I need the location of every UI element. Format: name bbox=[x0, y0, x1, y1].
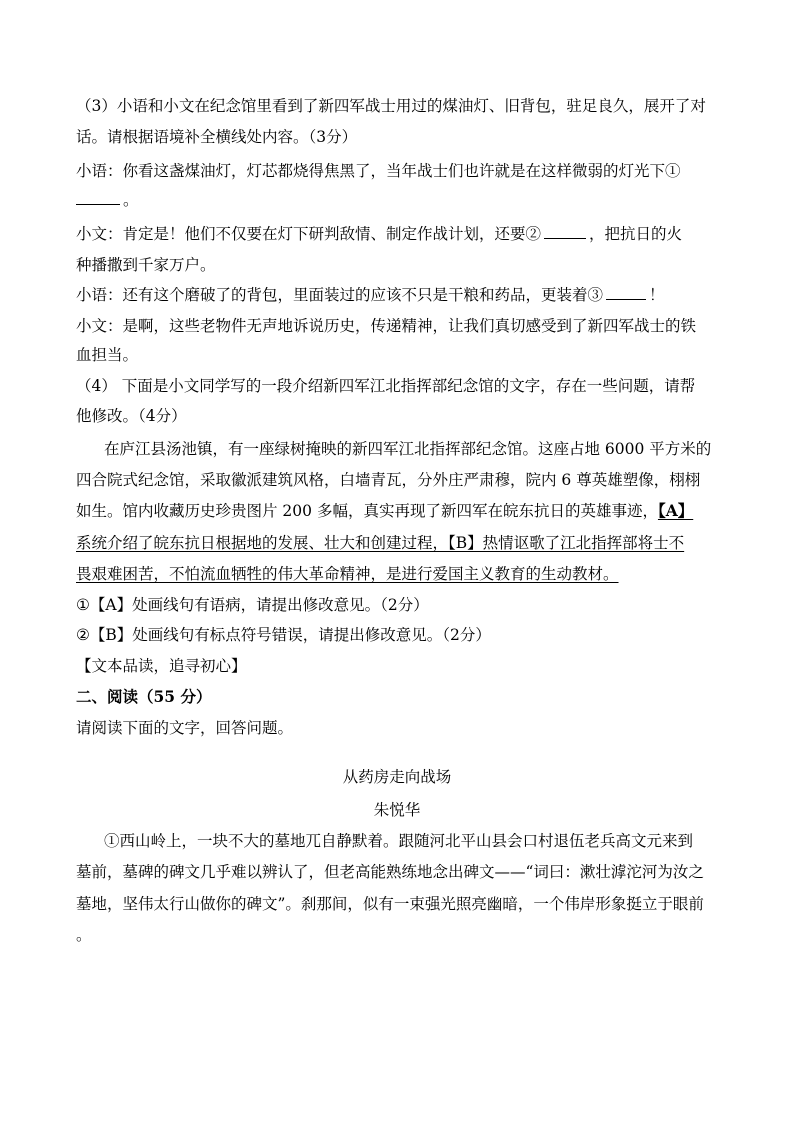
article-p1-line4: 。 bbox=[76, 926, 92, 944]
section-2-title: 二、阅读（55 分） bbox=[76, 687, 212, 706]
q4-paragraph-line4: 系统介绍了皖东抗日根据地的发展、壮大和创建过程，【B】热情讴歌了江北指挥部将士不 bbox=[76, 534, 685, 552]
marker-a: 【A】 bbox=[657, 501, 694, 520]
answer-blank-3[interactable] bbox=[606, 285, 646, 300]
reading-intro: 请阅读下面的文字，回答问题。 bbox=[76, 719, 294, 737]
dialogue-xiaoyu-2: 小语：还有这个磨破了的背包，里面装过的应该不只是干粮和药品，更装着③ ！ bbox=[76, 286, 665, 304]
q4-paragraph-line1: 在庐江县汤池镇，有一座绿树掩映的新四军江北指挥部纪念馆。这座占地 6000 平方米的 bbox=[104, 440, 712, 458]
q3-intro-line1: （3）小语和小文在纪念馆里看到了新四军战士用过的煤油灯、旧背包，驻足良久，展开了对 bbox=[76, 97, 706, 115]
q4-paragraph-line3: 如生。馆内收藏历史珍贵图片 200 多幅，真实再现了新四军在皖东抗日的英雄事迹，【A】 bbox=[76, 501, 694, 520]
q3-intro-line2: 话。请根据语境补全横线处内容。（3分） bbox=[76, 128, 358, 146]
q4-intro-line1: （4） 下面是小文同学写的一段介绍新四军江北指挥部纪念馆的文字，存在一些问题，请帮 bbox=[76, 377, 696, 395]
dialogue-xiaoyu-1: 小语：你看这盏煤油灯，灯芯都烧得焦黑了，当年战士们也许就是在这样微弱的灯光下① bbox=[76, 162, 681, 180]
dialogue-xiaowen-1-cont: 种播撒到千家万户。 bbox=[76, 256, 216, 274]
dialogue-xiaowen-1: 小文：肯定是！他们不仅要在灯下研判敌情、制定作战计划，还要② ，把抗日的火 bbox=[76, 225, 683, 243]
section-tag: 【文本品读，追寻初心】 bbox=[76, 657, 247, 675]
q4-intro-line2: 他修改。（4分） bbox=[76, 407, 187, 425]
article-author: 朱悦华 bbox=[373, 801, 421, 819]
dialogue-xiaowen-2-cont: 血担当。 bbox=[76, 346, 139, 364]
q4-subquestion-1: ①【A】处画线句有语病，请提出修改意见。（2分） bbox=[76, 596, 429, 614]
q4-paragraph-line5: 畏艰难困苦，不怕流血牺牲的伟大革命精神，是进行爱国主义教育的生动教材。 bbox=[76, 565, 619, 583]
article-title: 从药房走向战场 bbox=[342, 768, 452, 786]
q4-subquestion-2: ②【B】处画线句有标点符号错误，请提出修改意见。（2分） bbox=[76, 626, 491, 644]
answer-blank-1[interactable] bbox=[76, 190, 120, 205]
article-p1-line3: 墓地，坚伟太行山做你的碑文”。刹那间，似有一束强光照亮幽暗，一个伟岸形象挺立于眼前 bbox=[76, 895, 704, 913]
article-p1-line2: 墓前，墓碑的碑文几乎难以辨认了，但老高能熟练地念出碑文——“词曰：漱壮滹沱河为汝之 bbox=[76, 863, 704, 881]
article-p1-line1: ①西山岭上，一块不大的墓地兀自静默着。跟随河北平山县会口村退伍老兵高文元来到 bbox=[104, 832, 694, 850]
q4-paragraph-line2: 四合院式纪念馆，采取徽派建筑风格，白墙青瓦，分外庄严肃穆，院内 6 尊英雄塑像，栩栩 bbox=[76, 471, 701, 489]
dialogue-xiaoyu-1-cont: 。 bbox=[76, 190, 726, 210]
answer-blank-2[interactable] bbox=[544, 224, 586, 239]
dialogue-xiaowen-2: 小文：是啊，这些老物件无声地诉说历史，传递精神，让我们真切感受到了新四军战士的铁 bbox=[76, 317, 697, 335]
